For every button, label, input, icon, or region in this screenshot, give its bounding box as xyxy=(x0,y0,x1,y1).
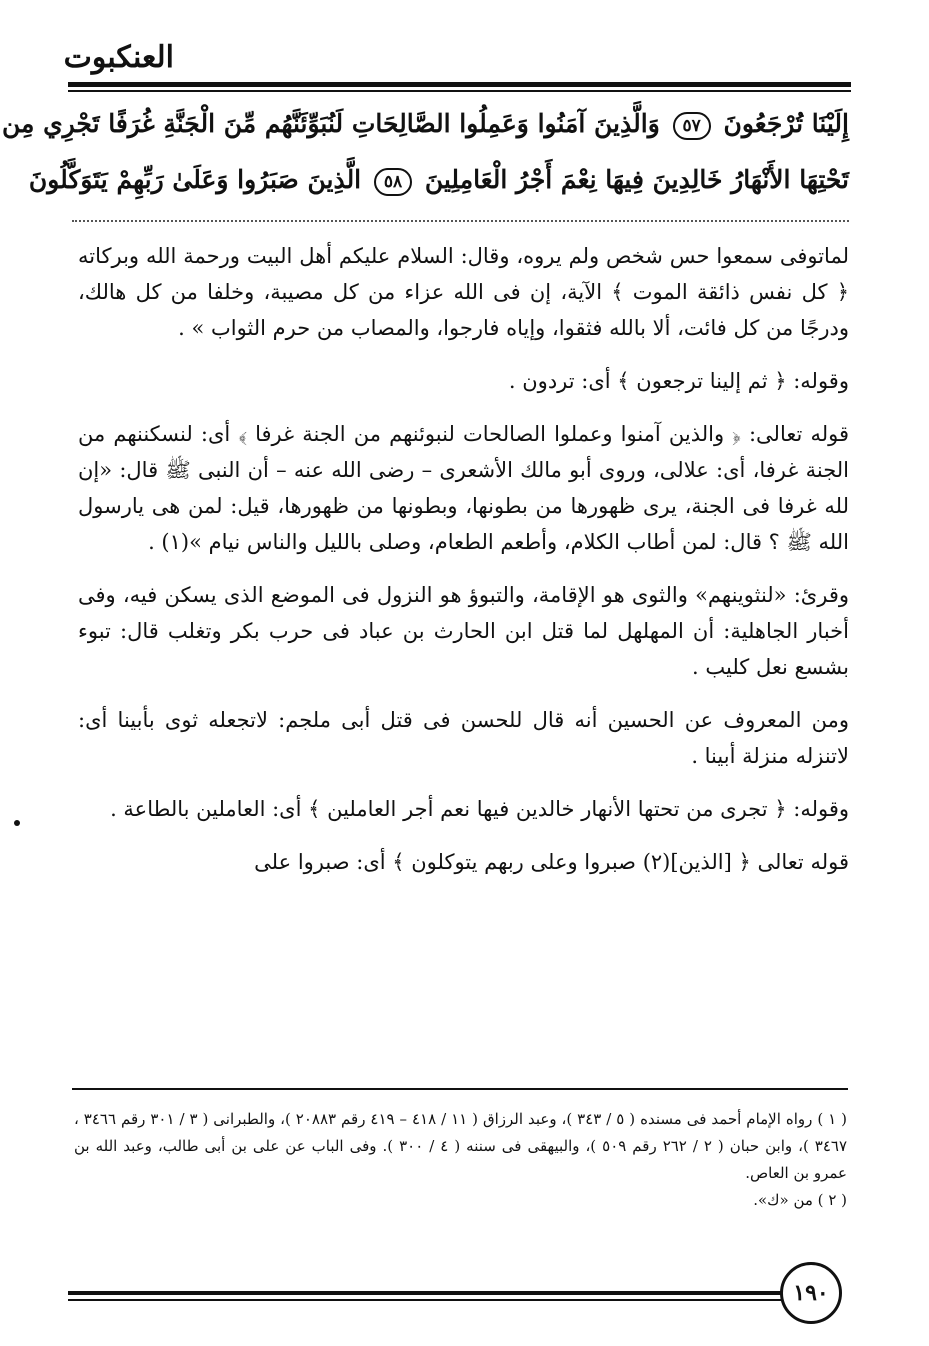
page-number: ١٩٠ xyxy=(780,1262,842,1324)
commentary-paragraph: لماتوفى سمعوا حس شخص ولم يروه، وقال: السلام عليكم أهل البيت ورحمة الله وبركاته ﴿ كل نفس ذائقة الموت ﴾ الآية، إن فى الله عزاء من كل مصيبة، وخلفا من كل هالك، ودرجًا من كل فائت، ألا بالله فثقوا، وإياه فارجوا، والمصاب من حرم الثواب » . xyxy=(78,244,849,340)
quran-verses xyxy=(1,96,849,208)
footnote-2: ( ٢ ) من «ك». xyxy=(753,1191,847,1209)
footnote-1: ( ١ ) رواه الإمام أحمد فى مسنده ( ٥ / ٣٤٣ )، وعبد الرزاق ( ١١ / ٤١٨ – ٤١٩ رقم ٢٠٨٨٣ )، والطبرانى ( ٣ / ٣٠١ رقم ٣٤٦٦ ، ٣٤٦٧ )، وابن حبان ( ٢ / ٢٦٢ رقم ٥٠٩ )، والبيهقى فى سننه ( ٤ / ٣٠٠ ). وفى الباب عن على بن أبى طالب، وعبد الله بن عمرو بن العاص. xyxy=(74,1110,848,1182)
surah-header-title: العنكبوت xyxy=(63,40,174,75)
footer-rule xyxy=(68,1291,781,1295)
ayah-number-marker: ٥٨ xyxy=(374,168,412,196)
commentary-paragraph: وقوله: ﴿ ثم إلينا ترجعون ﴾ أى: تردون . xyxy=(508,369,849,393)
ayah-number-marker: ٥٧ xyxy=(673,112,711,140)
margin-mark xyxy=(14,820,20,826)
quran-text: إِلَيْنَا تُرْجَعُونَ xyxy=(723,109,849,138)
quran-text: تَحْتِهَا الأَنْهَارُ خَالِدِينَ فِيهَا نِعْمَ أَجْرُ الْعَامِلِينَ xyxy=(424,165,849,194)
commentary-paragraph: قوله تعالى: ﴿ والذين آمنوا وعملوا الصالحات لنبوئنهم من الجنة غرفا ﴾ أى: لنسكننهم من الجنة غرفا، أى: علالى، وروى أبو مالك الأشعرى – رضى الله عنه – أن النبى ﷺ قال: «إن لله غرفا فى الجنة، يرى ظهورها من بطونها، وبطونها من ظهورها، قيل: لمن هى يارسول الله ﷺ ؟ قال: لمن أطاب الكلام، وأطعم الطعام، وصلى بالليل والناس نيام »(١) . xyxy=(78,422,849,554)
quran-line-2 xyxy=(28,152,849,208)
header-rule xyxy=(68,82,851,87)
commentary-text xyxy=(78,238,849,897)
commentary-paragraph: ومن المعروف عن الحسين أنه قال للحسن فى قتل أبى ملجم: لاتجعله ثوى بأبينا أى: لاتنزله منزلة أبينا . xyxy=(78,708,849,768)
quran-text: الَّذِينَ صَبَرُوا وَعَلَىٰ رَبِّهِمْ يَتَوَكَّلُونَ xyxy=(28,165,362,194)
commentary-paragraph: قوله تعالى ﴿ [الذين](٢) صبروا وعلى ربهم يتوكلون ﴾ أى: صبروا على xyxy=(254,850,849,874)
verse-separator xyxy=(72,220,849,222)
quran-text: وَالَّذِينَ آمَنُوا وَعَمِلُوا الصَّالِحَاتِ لَنُبَوِّئَنَّهُم مِّنَ الْجَنَّةِ غُرَفًا تَجْرِي مِن xyxy=(1,109,660,138)
footnotes xyxy=(74,1106,847,1214)
footer-rule-thin xyxy=(68,1299,781,1301)
footnote-separator xyxy=(72,1088,848,1090)
commentary-paragraph: وقرئ: «لنثوينهم» والثوى هو الإقامة، والتبوؤ هو النزول فى الموضع الذى يسكن فيه، وفى أخبار الجاهلية: أن المهلهل لما قتل ابن الحارث بن عباد فى حرب بكر وتغلب قال: تبوء بشسع نعل كليب . xyxy=(78,583,849,679)
quran-line-1 xyxy=(1,96,849,152)
header-rule-thin xyxy=(68,90,851,92)
commentary-paragraph: وقوله: ﴿ تجرى من تحتها الأنهار خالدين فيها نعم أجر العاملين ﴾ أى: العاملين بالطاعة . xyxy=(110,797,849,821)
